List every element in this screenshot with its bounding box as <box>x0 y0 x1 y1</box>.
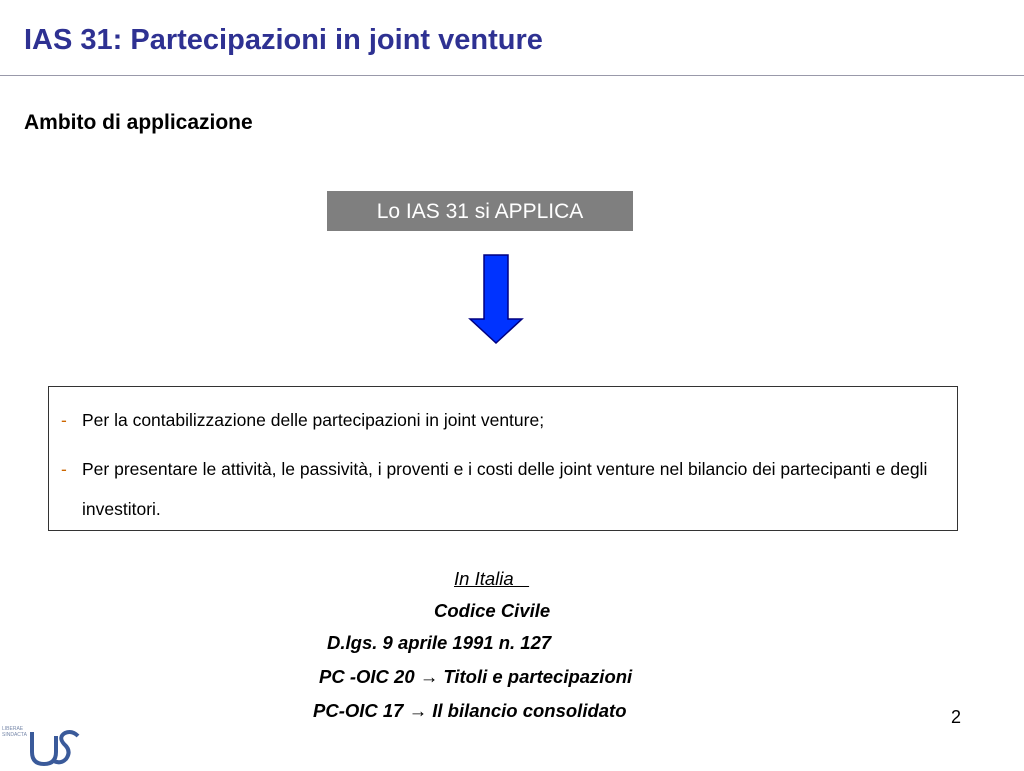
bullet-dash: - <box>61 410 67 430</box>
university-logo-icon <box>2 722 86 766</box>
oic20-ref: PC -OIC 20 → Titoli e partecipazioni <box>319 666 633 687</box>
apply-label-box: Lo IAS 31 si APPLICA <box>327 191 633 231</box>
slide-title: IAS 31: Partecipazioni in joint venture <box>24 24 543 56</box>
dlgs-ref: D.lgs. 9 aprile 1991 n. 127 <box>327 632 552 653</box>
page-number: 2 <box>951 707 962 727</box>
codice-civile-ref: Codice Civile <box>434 600 551 621</box>
italy-heading: In Italia <box>454 568 530 589</box>
section-subtitle: Ambito di applicazione <box>24 111 253 134</box>
bullet-dash: - <box>61 459 67 479</box>
title-divider <box>0 75 1024 76</box>
logo-caption: LIBERAE SINDACTA <box>2 726 27 738</box>
down-arrow-icon <box>468 253 524 345</box>
scope-item <box>61 401 945 439</box>
oic17-ref: PC-OIC 17 → Il bilancio consolidato <box>313 700 627 721</box>
scope-item <box>61 449 945 529</box>
scope-item-text: Per presentare le attività, le passività, i proventi e i costi delle joint venture nel bilancio dei partecipanti e degli investitori. <box>82 459 928 519</box>
scope-item-text: Per la contabilizzazione delle partecipazioni in joint venture; <box>82 410 545 430</box>
scope-box <box>48 386 958 531</box>
